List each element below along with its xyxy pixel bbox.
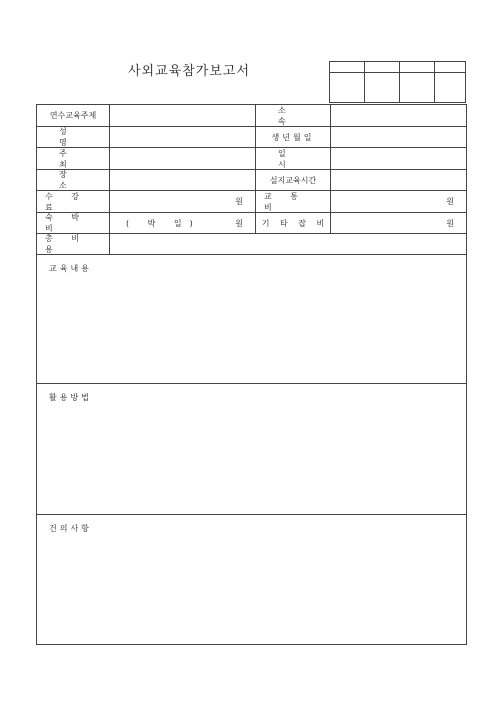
- section-application[interactable]: [37, 384, 466, 515]
- affiliation-label: 소 속: [256, 105, 331, 126]
- report-form: [36, 104, 467, 645]
- name-field[interactable]: [110, 127, 256, 147]
- row-lodging: [37, 213, 466, 234]
- tuition-unit: 원: [235, 197, 243, 206]
- misc-expense-label: 기 타 잡 비: [256, 213, 331, 233]
- total-cost-field[interactable]: [110, 234, 466, 254]
- row-place: [37, 170, 466, 191]
- topic-label: 연수교육주제: [37, 105, 110, 126]
- name-label: 성 명: [37, 127, 110, 147]
- application-label: 활용방법: [49, 393, 92, 402]
- place-field[interactable]: [110, 170, 256, 190]
- affiliation-field[interactable]: [331, 105, 466, 126]
- topic-field[interactable]: [110, 105, 256, 126]
- host-label: 주 최: [37, 148, 110, 169]
- row-host: [37, 148, 466, 170]
- row-fees: [37, 191, 466, 213]
- training-hours-label: 실지교육시간: [256, 170, 331, 190]
- place-label: 장 소: [37, 170, 110, 190]
- section-training-content[interactable]: [37, 255, 466, 384]
- section-suggestions[interactable]: [37, 515, 466, 644]
- approval-box: [329, 61, 466, 103]
- approval-header-line: [330, 72, 465, 73]
- row-name: [37, 127, 466, 148]
- lodging-label: 숙 박 비: [37, 213, 110, 233]
- approval-divider: [399, 62, 400, 102]
- document-title: 사외교육참가보고서: [128, 64, 251, 79]
- misc-expense-field[interactable]: [331, 213, 466, 233]
- row-total: [37, 234, 466, 255]
- approval-divider: [434, 62, 435, 102]
- datetime-field[interactable]: [331, 148, 466, 169]
- birthdate-field[interactable]: [331, 127, 466, 147]
- transport-field[interactable]: [331, 191, 466, 212]
- transport-label: 교 통 비: [256, 191, 331, 212]
- lodging-nights: ( 박 일): [126, 218, 201, 228]
- lodging-unit: 원: [235, 218, 243, 228]
- birthdate-label: 생년월일: [256, 127, 331, 147]
- tuition-field[interactable]: [110, 191, 256, 212]
- misc-expense-unit: 원: [446, 218, 454, 228]
- transport-unit: 원: [446, 197, 454, 206]
- host-field[interactable]: [110, 148, 256, 169]
- tuition-label: 수 강 료: [37, 191, 110, 212]
- row-topic: [37, 105, 466, 127]
- training-hours-field[interactable]: [331, 170, 466, 190]
- approval-divider: [364, 62, 365, 102]
- lodging-field[interactable]: [110, 213, 256, 233]
- datetime-label: 일 시: [256, 148, 331, 169]
- total-cost-label: 총 비 용: [37, 234, 110, 254]
- suggestions-label: 건의사항: [49, 524, 92, 533]
- training-content-label: 교육내용: [49, 264, 92, 273]
